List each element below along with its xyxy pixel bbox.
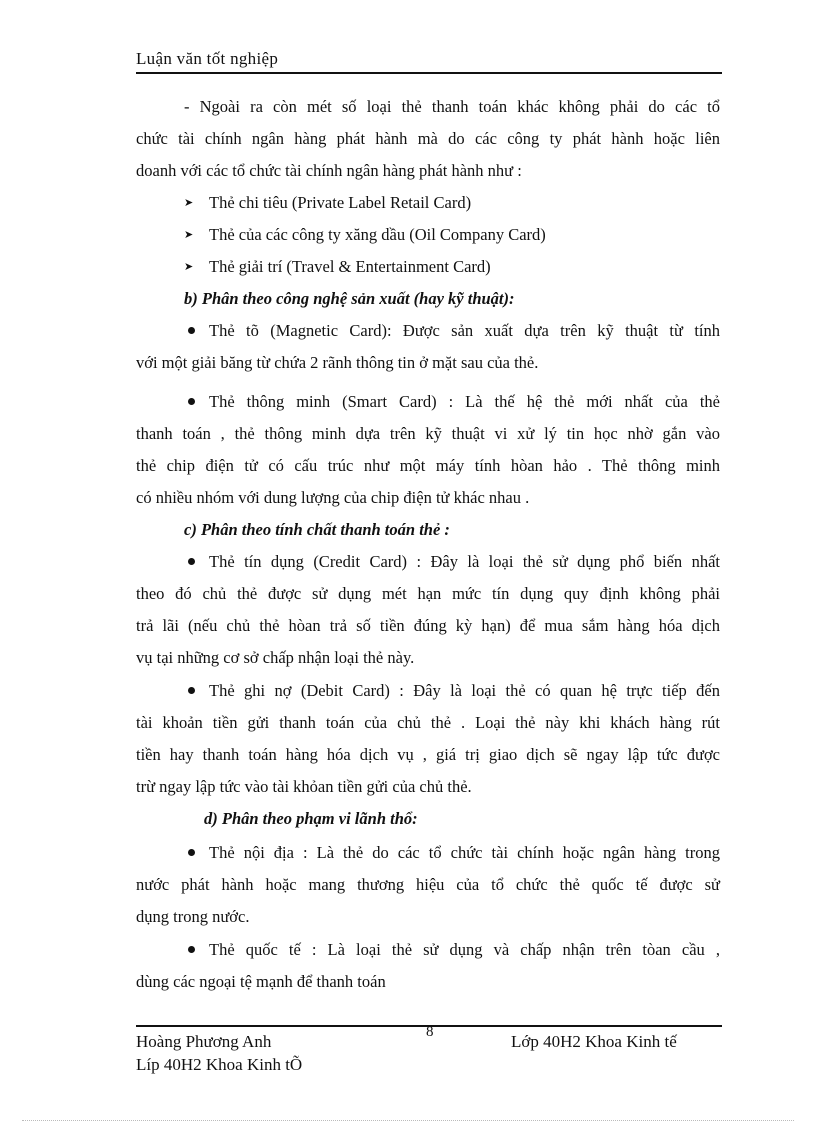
bullet-dot-icon xyxy=(188,946,195,953)
paragraph-line: thanh toán , thẻ thông minh dựa trên kỹ thuật vi xử lý tin học nhờ gắn vào xyxy=(136,424,720,443)
bullet-paragraph-line: Thẻ ghi nợ (Debit Card) : Đây là loại thẻ có quan hệ trực tiếp đến xyxy=(184,675,720,707)
bullet-dot-icon xyxy=(188,398,195,405)
paragraph-line: dùng các ngoại tệ mạnh để thanh toán xyxy=(136,972,386,991)
list-item xyxy=(136,251,720,283)
paragraph-line: với một giải băng từ chứa 2 rãnh thông tin ở mặt sau của thẻ. xyxy=(136,353,539,372)
paragraph-line: tài khoản tiền gửi thanh toán của chủ thẻ . Loại thẻ này khi khách hàng rút xyxy=(136,713,720,732)
list-item-text: Thẻ chi tiêu (Private Label Retail Card) xyxy=(209,193,472,212)
bullet-dot-icon xyxy=(188,849,195,856)
intro-line-1: - Ngoài ra còn mét số loại thẻ thanh toán khác không phải do các tổ xyxy=(184,97,720,116)
arrow-bullet-icon: ➤ xyxy=(184,261,194,273)
bullet-paragraph-line: Thẻ quốc tế : Là loại thẻ sử dụng và chấp nhận trên tòan cầu , xyxy=(184,934,720,966)
paragraph-line: trừ ngay lập tức vào tài khỏan tiền gửi của chủ thẻ. xyxy=(136,777,472,796)
paragraph-line: theo đó chủ thẻ được sử dụng mét hạn mức tín dụng quy định không phải xyxy=(136,584,720,603)
bullet-paragraph-line: Thẻ tín dụng (Credit Card) : Đây là loại thẻ sử dụng phổ biến nhất xyxy=(184,546,720,578)
arrow-bullet-icon: ➤ xyxy=(184,197,194,209)
footer-class-right: Lớp 40H2 Khoa Kinh tế xyxy=(511,1032,677,1051)
intro-line-2: chức tài chính ngân hàng phát hành mà do các công ty phát hành hoặc liên xyxy=(136,129,720,148)
bullet-dot-icon xyxy=(188,687,195,694)
list-item-text: Thẻ giải trí (Travel & Entertainment Card) xyxy=(209,257,491,276)
paragraph-line: có nhiều nhóm với dung lượng của chip điện tử khác nhau . xyxy=(136,488,530,507)
page-bottom-border xyxy=(22,1120,794,1121)
section-heading-c: c) Phân theo tính chất thanh toán thẻ : xyxy=(184,520,450,539)
paragraph-line: thẻ chip điện tử có cấu trúc như một máy tính hòan hảo . Thẻ thông minh xyxy=(136,456,720,475)
footer-author: Hoàng Phương Anh xyxy=(136,1032,272,1051)
bullet-paragraph-line: Thẻ nội địa : Là thẻ do các tổ chức tài chính hoặc ngân hàng trong xyxy=(184,837,720,869)
section-heading-d: d) Phân theo phạm vi lãnh thổ: xyxy=(204,809,418,828)
arrow-bullet-icon: ➤ xyxy=(184,229,194,241)
paragraph-line: dụng trong nước. xyxy=(136,907,250,926)
intro-line-3: doanh với các tổ chức tài chính ngân hàng phát hành như : xyxy=(136,161,522,180)
bullet-paragraph-line: Thẻ thông minh (Smart Card) : Là thế hệ thẻ mới nhất của thẻ xyxy=(184,386,720,418)
list-item xyxy=(136,187,720,219)
header-title: Luận văn tốt nghiệp xyxy=(136,49,279,68)
bullet-dot-icon xyxy=(188,558,195,565)
paragraph-line: trả lãi (nếu chủ thẻ hòan trả số tiền đúng kỳ hạn) để mua sắm hàng hóa dịch xyxy=(136,616,720,635)
paragraph-line: nước phát hành hoặc mang thương hiệu của tổ chức thẻ quốc tế được sử xyxy=(136,875,720,894)
header-rule xyxy=(136,72,722,74)
footer-class-left: Líp 40H2 Khoa Kinh tÕ xyxy=(136,1055,303,1074)
paragraph-line: tiền hay thanh toán hàng hóa dịch vụ , giá trị giao dịch sẽ ngay lập tức được xyxy=(136,745,720,764)
section-heading-b: b) Phân theo công nghệ sản xuất (hay kỹ thuật): xyxy=(184,289,515,308)
list-item-text: Thẻ của các công ty xăng dầu (Oil Company Card) xyxy=(209,225,546,244)
bullet-dot-icon xyxy=(188,327,195,334)
page-number: 8 xyxy=(426,1024,434,1040)
paragraph-line: vụ tại những cơ sở chấp nhận loại thẻ này. xyxy=(136,648,415,667)
bullet-paragraph-line: Thẻ tõ (Magnetic Card): Được sản xuất dựa trên kỹ thuật từ tính xyxy=(184,315,720,347)
list-item xyxy=(136,219,720,251)
